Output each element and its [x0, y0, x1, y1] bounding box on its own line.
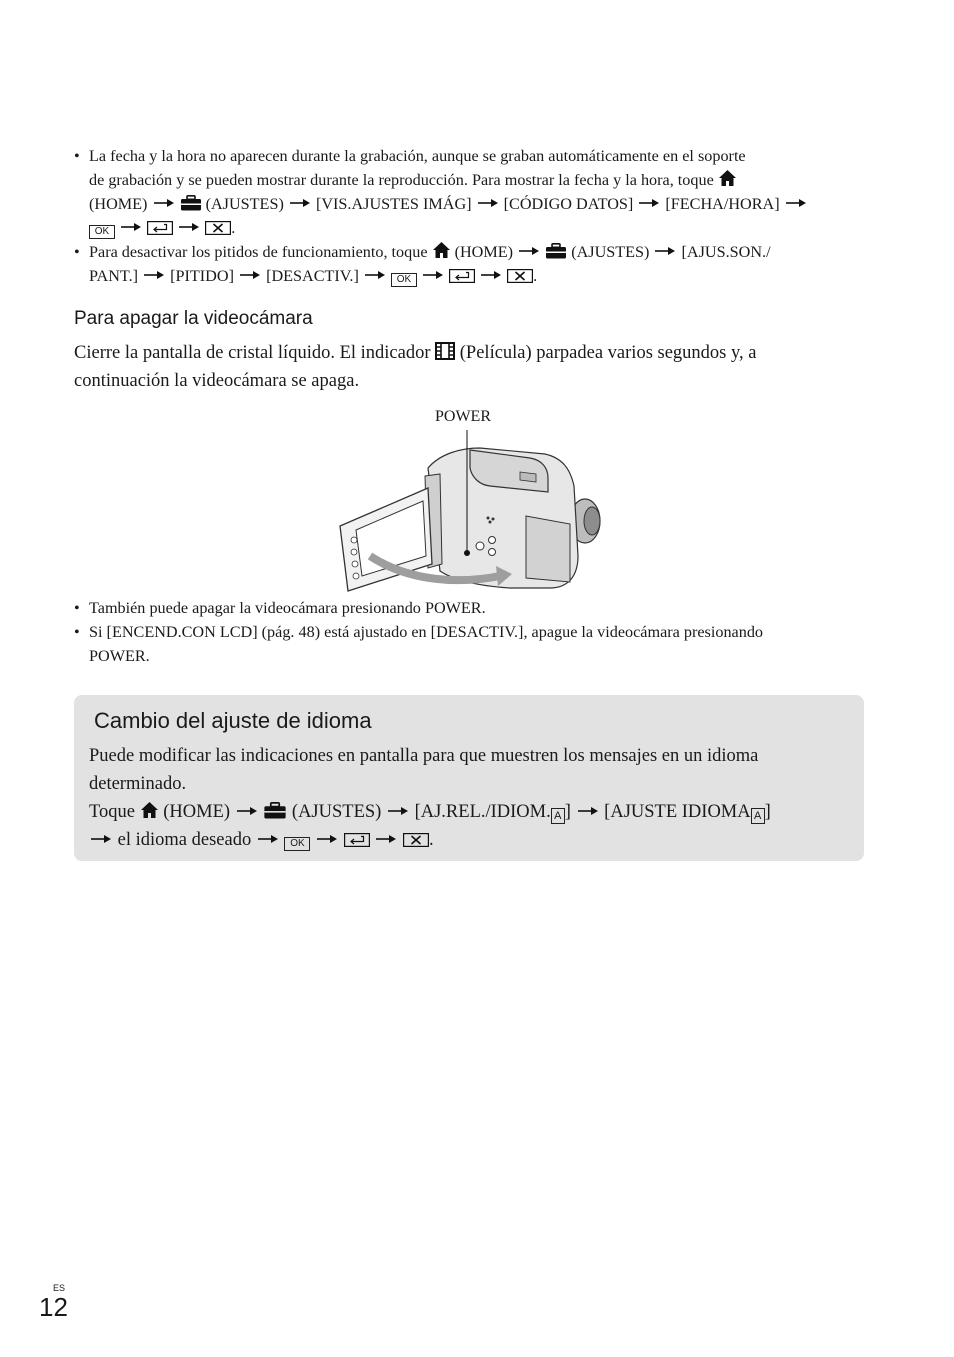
toolbox-icon: [180, 195, 202, 211]
bullet-text: Para desactivar los pitidos de funcionamiento, toque: [89, 243, 428, 261]
bullet-dot: •: [74, 599, 80, 617]
bullet-text: [CÓDIGO DATOS]: [503, 195, 634, 213]
paragraph-text: (Película) parpadea varios segundos y, a: [459, 343, 757, 363]
arrow-right-icon: [519, 246, 539, 256]
section-heading: Para apagar la videocámara: [74, 308, 313, 329]
home-icon: [140, 801, 159, 819]
arrow-right-icon: [639, 198, 659, 208]
bullet-dot: •: [74, 623, 80, 641]
section-paragraph: [74, 339, 864, 395]
arrow-right-icon: [121, 222, 141, 232]
bullet-text: [AJUS.SON./: [681, 243, 771, 261]
bullet-list-top: [74, 144, 864, 288]
note-text: determinado.: [89, 774, 187, 794]
arrow-right-icon: [423, 270, 443, 280]
note-body: Puede modificar las indicaciones en pantalla para que muestren los mensajes en un idioma determinado. Toque (HOME) (AJUSTES) [AJ.REL./IDIOM. A ] [AJUSTE IDIOMA A ] el idioma deseado OK .: [89, 746, 771, 850]
arrow-right-icon: [365, 270, 385, 280]
close-icon: [507, 269, 533, 283]
camcorder-illustration: [330, 406, 620, 592]
arrow-right-icon: [144, 270, 164, 280]
note-title: Cambio del ajuste de idioma: [94, 708, 372, 733]
bullet-item-beep: • Para desactivar los pitidos de funcionamiento, toque (HOME) (AJUSTES) [AJUS.SON./ PANT.] [PITIDO] [DESACTIV.] OK .: [74, 240, 864, 288]
toolbox-icon: [263, 802, 287, 819]
bullet-item-date: • La fecha y la hora no aparecen durante la grabación, aunque se graban automáticamente en el soporte de grabación y se pueden mostrar durante la reproducción. Para mostrar la fecha y la hora, toque (HOME) (AJUSTES) [VIS.AJUSTES IMÁG] [CÓDIGO DATOS] [FECHA/HORA] OK .: [74, 144, 864, 240]
bullet-item: [74, 596, 864, 620]
note-text: ]: [564, 802, 571, 822]
note-text: ]: [764, 802, 771, 822]
arrow-right-icon: [240, 270, 260, 280]
arrow-right-icon: [317, 834, 337, 844]
home-icon: [432, 241, 451, 259]
language-code: ES: [53, 1283, 66, 1293]
bullet-text: También puede apagar la videocámara presionando POWER.: [89, 599, 486, 617]
note-text: Toque: [89, 802, 135, 822]
camcorder-figure: [330, 406, 620, 592]
arrow-right-icon: [376, 834, 396, 844]
arrow-right-icon: [154, 198, 174, 208]
bullet-text: [PITIDO]: [170, 267, 234, 285]
arrow-right-icon: [91, 834, 111, 844]
bullet-text: [VIS.AJUSTES IMÁG]: [315, 195, 472, 213]
bullet-dot: •: [74, 147, 80, 165]
note-text: [AJ.REL./IDIOM.: [414, 802, 551, 822]
note-text: el idioma deseado: [117, 830, 252, 850]
arrow-right-icon: [258, 834, 278, 844]
close-icon: [205, 221, 231, 235]
close-icon: [403, 833, 429, 847]
return-icon: [147, 221, 173, 235]
arrow-right-icon: [786, 198, 806, 208]
note-text: (AJUSTES): [291, 802, 382, 822]
note-text: Puede modificar las indicaciones en pantalla para que muestren los mensajes en un idioma: [89, 746, 759, 766]
return-icon: [449, 269, 475, 283]
bullet-text: [DESACTIV.]: [266, 267, 359, 285]
language-icon: A: [751, 808, 765, 824]
language-icon: A: [551, 808, 565, 824]
bullet-text: (HOME): [89, 195, 148, 213]
bullet-text: Si [ENCEND.CON LCD] (pág. 48) está ajustado en [DESACTIV.], apague la videocámara presionando: [89, 623, 764, 641]
arrow-right-icon: [655, 246, 675, 256]
power-label: POWER: [435, 408, 491, 425]
film-icon: [435, 342, 455, 360]
language-note-box: [74, 695, 864, 861]
ok-button-icon: OK: [284, 837, 310, 851]
bullet-text: La fecha y la hora no aparecen durante la grabación, aunque se graban automáticamente en el soporte: [89, 147, 746, 165]
bullet-dot: •: [74, 243, 80, 261]
arrow-right-icon: [578, 806, 598, 816]
arrow-right-icon: [481, 270, 501, 280]
arrow-right-icon: [290, 198, 310, 208]
ok-button-icon: OK: [391, 273, 417, 287]
bullet-text: (HOME): [454, 243, 514, 261]
note-text: (HOME): [163, 802, 231, 822]
bullet-text: [FECHA/HORA]: [665, 195, 780, 213]
bullet-text: (AJUSTES): [205, 195, 284, 213]
home-icon: [718, 169, 737, 187]
toolbox-icon: [545, 243, 567, 259]
bullet-text: PANT.]: [89, 267, 139, 285]
bullet-text: POWER.: [89, 647, 150, 665]
bullet-text: de grabación y se pueden mostrar durante la reproducción. Para mostrar la fecha y la hora, toque: [89, 171, 714, 189]
paragraph-text: continuación la videocámara se apaga.: [74, 371, 360, 391]
ok-button-icon: OK: [89, 225, 115, 239]
note-text: [AJUSTE IDIOMA: [604, 802, 751, 822]
arrow-right-icon: [237, 806, 257, 816]
arrow-right-icon: [388, 806, 408, 816]
arrow-right-icon: [478, 198, 498, 208]
bullet-list-bottom: [74, 596, 864, 668]
return-icon: [344, 833, 370, 847]
paragraph-text: Cierre la pantalla de cristal líquido. El indicador: [74, 343, 431, 363]
bullet-text: (AJUSTES): [571, 243, 650, 261]
page-number: 12: [39, 1292, 68, 1322]
bullet-item: [74, 620, 864, 668]
arrow-right-icon: [179, 222, 199, 232]
